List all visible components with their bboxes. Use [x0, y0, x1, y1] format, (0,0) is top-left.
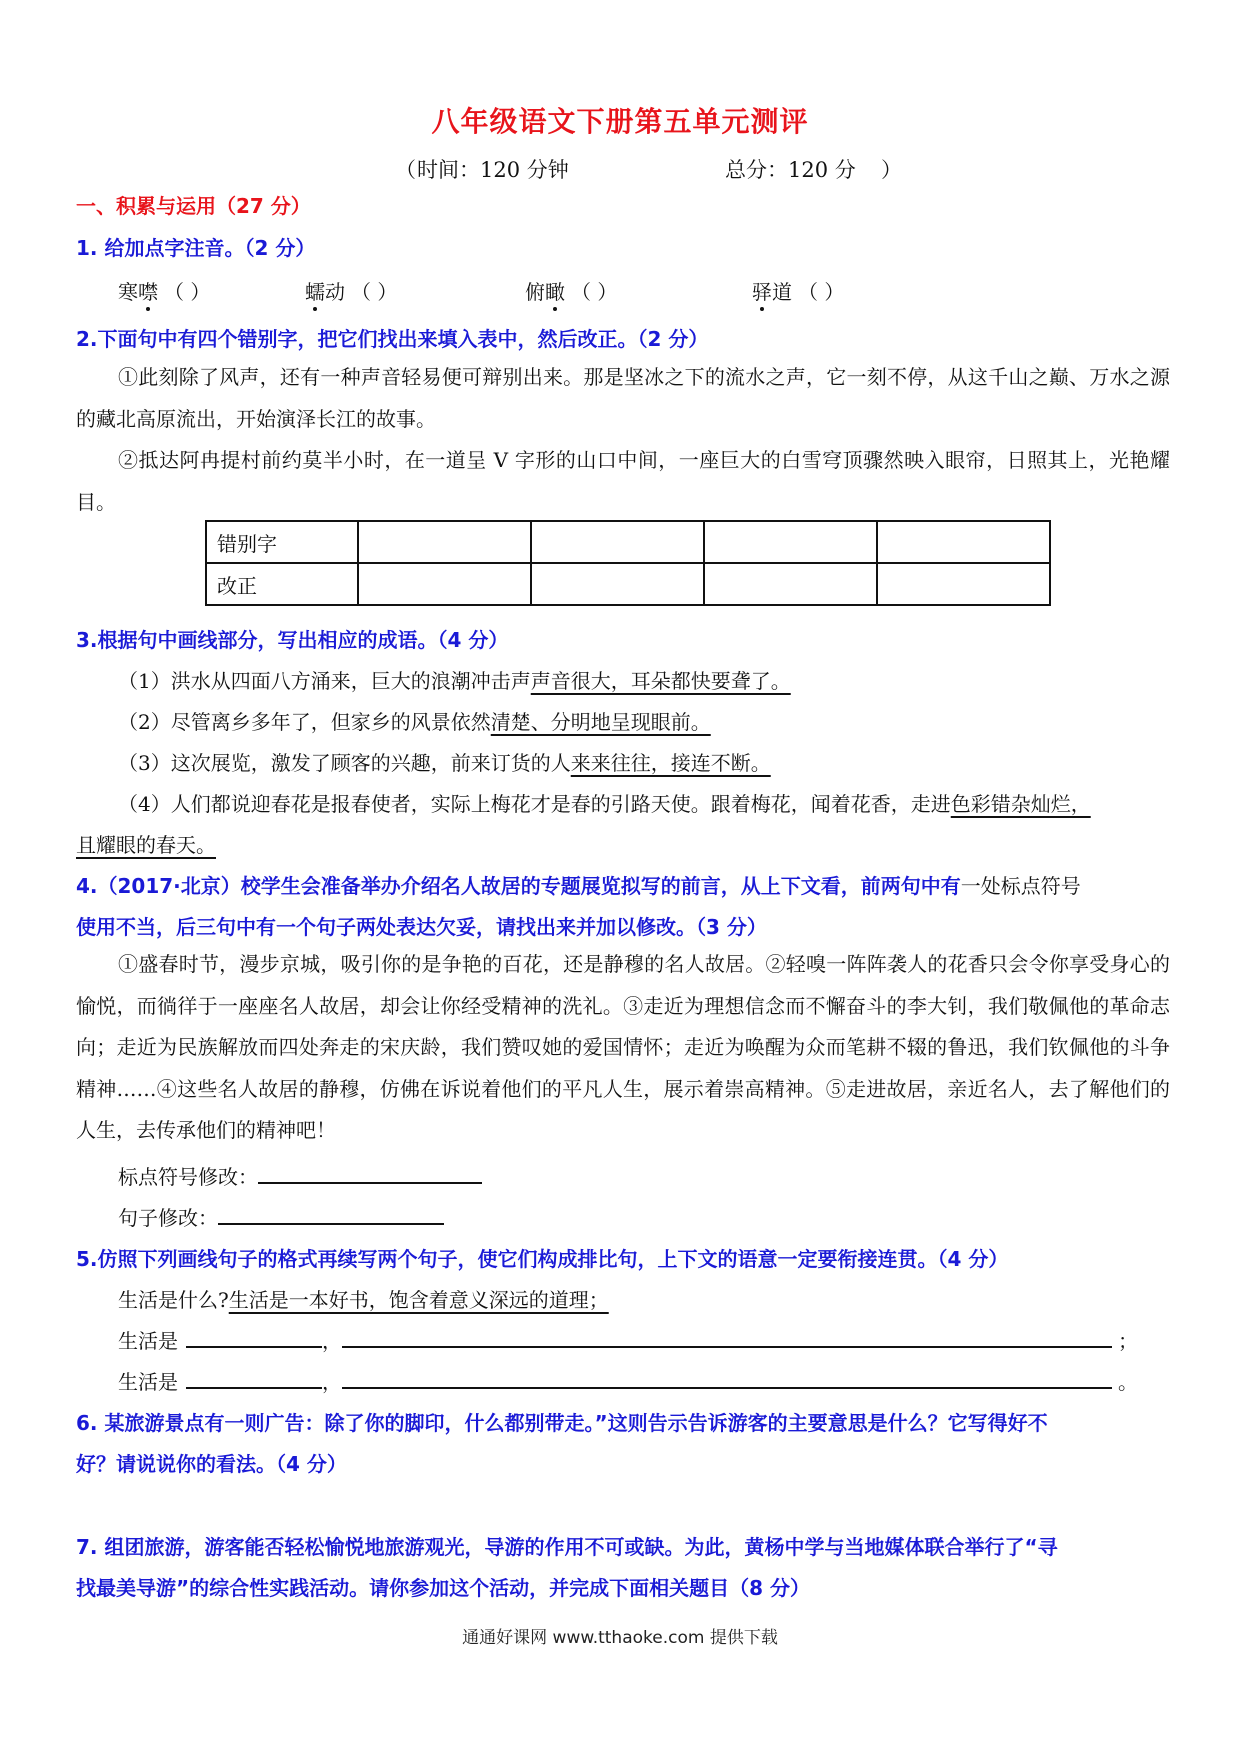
table-cell[interactable] [877, 521, 1050, 563]
correction-table [205, 520, 1051, 606]
table-cell[interactable] [877, 563, 1050, 605]
punctuation-answer-line [118, 1161, 1213, 1190]
exam-info-open-paren: （ [395, 158, 416, 182]
question-2-passage-2: ②抵达阿冉提村前约莫半小时，在一道呈 V 字形的山口中间，一座巨大的白雪穹顶骤然映入眼帘，日照其上，光艳耀目。 [76, 448, 1170, 514]
idiom-sentence-4 [118, 788, 1213, 817]
question-1-heading: 1. 给加点字注音。（2 分） [76, 236, 316, 260]
table-cell[interactable] [358, 521, 531, 563]
answer-blank[interactable] [186, 1345, 322, 1348]
pinyin-item-4 [752, 276, 844, 305]
punctuation: ， [322, 1370, 342, 1394]
underlined-text: 生活是一本好书，饱含着意义深远的道理； [228, 1288, 609, 1312]
answer-blank[interactable]: （ ） [164, 280, 211, 304]
question-6-heading-cont: 好？请说说你的看法。（4 分） [76, 1452, 347, 1476]
table-cell[interactable] [531, 521, 704, 563]
table-cell[interactable] [704, 521, 877, 563]
answer-blank[interactable]: （ ） [798, 280, 845, 304]
question-3-heading: 3.根据句中画线部分，写出相应的成语。（4 分） [76, 628, 509, 652]
pinyin-item-2 [305, 276, 397, 305]
exam-total-score: 总分：120 分 [725, 158, 856, 182]
underlined-text: 且耀眼的春天。 [76, 833, 216, 857]
exam-time: 时间：120 分钟 [417, 158, 569, 182]
dotted-char: 瞰 [545, 276, 565, 305]
question-5-heading: 5.仿照下列画线句子的格式再续写两个句子，使它们构成排比句，上下文的语意一定要衔接连贯。（4 分） [76, 1247, 1009, 1271]
question-7-heading: 7. 组团旅游，游客能否轻松愉悦地旅游观光，导游的作用不可或缺。为此，黄杨中学与当地媒体联合举行了“寻 [76, 1535, 1058, 1559]
word-text: 道 [772, 280, 792, 304]
idiom-sentence-4-cont [76, 829, 1171, 858]
fill-line-1 [118, 1325, 1213, 1354]
question-7-heading-cont: 找最美导游”的综合性实践活动。请你参加这个活动，并完成下面相关题目（8 分） [76, 1576, 811, 1600]
table-row-label: 错别字 [206, 521, 358, 563]
punctuation: 。 [1118, 1370, 1138, 1394]
punctuation: ， [322, 1329, 342, 1353]
table-row-label: 改正 [206, 563, 358, 605]
answer-blank[interactable] [258, 1181, 482, 1184]
underlined-text: 清楚、分明地呈现眼前。 [490, 710, 711, 734]
heading-text: 4.（2017·北京）校学生会准备举办介绍名人故居的专题展览拟写的前言，从上下文看，前两句中有 [76, 874, 961, 898]
table-cell[interactable] [704, 563, 877, 605]
page-title: 八年级语文下册第五单元测评 [431, 105, 809, 138]
sentence-text: 生活是什么? [118, 1288, 229, 1312]
underlined-text: 声音很大，耳朵都快要聋了。 [530, 669, 791, 693]
question-4-passage: ①盛春时节，漫步京城，吸引你的是争艳的百花，还是静穆的名人故居。②轻嗅一阵阵袭人的花香只会令你享受身心的愉悦，而徜徉于一座座名人故居，却会让你经受精神的洗礼。③走近为理想信念而不懈奋斗的李大钊，我们敬佩他的革命志向；走近为民族解放而四处奔走的宋庆龄，我们赞叹她的爱国情怀；走近为唤醒为众而笔耕不辍的鲁迅，我们钦佩他的斗争精神……④这些名人故居的静穆，仿佛在诉说着他们的平凡人生，展示着崇高精神。⑤走进故居，亲近名人，去了解他们的人生，去传承他们的精神吧！ [76, 952, 1170, 1142]
table-cell[interactable] [358, 563, 531, 605]
underlined-text: 来来往往，接连不断。 [570, 751, 771, 775]
underlined-text: 色彩错杂灿烂， [950, 792, 1091, 816]
sentence-text: （2）尽管离乡多年了，但家乡的风景依然 [118, 710, 491, 734]
question-2-passage-1: ①此刻除了风声，还有一种声音轻易便可辩别出来。那是坚冰之下的流水之声，它一刻不停，从这千山之巅、万水之源的藏北高原流出，开始演泽长江的故事。 [76, 365, 1170, 431]
sentence-answer-line [118, 1202, 1213, 1231]
answer-blank[interactable]: （ ） [571, 280, 618, 304]
answer-blank[interactable] [218, 1222, 444, 1225]
exam-info-close-paren: ） [881, 158, 902, 182]
pinyin-item-3 [525, 276, 617, 305]
fill-line-2 [118, 1366, 1213, 1395]
answer-label: 生活是 [118, 1329, 178, 1353]
exam-info [395, 154, 915, 186]
word-text: 俯 [525, 280, 545, 304]
question-4-heading-cont: 使用不当，后三句中有一个句子两处表达欠妥，请找出来并加以修改。（3 分） [76, 915, 767, 939]
sentence-text: （1）洪水从四面八方涌来，巨大的浪潮冲击声 [118, 669, 531, 693]
dotted-char: 噤 [138, 276, 158, 305]
dotted-char: 蠕 [305, 276, 325, 305]
table-row [206, 563, 1050, 605]
answer-blank[interactable] [186, 1386, 322, 1389]
question-2-heading: 2.下面句中有四个错别字，把它们找出来填入表中，然后改正。（2 分） [76, 327, 709, 351]
answer-label: 生活是 [118, 1370, 178, 1394]
idiom-sentence-1 [118, 665, 1213, 694]
question-4-heading [76, 870, 1171, 899]
answer-blank[interactable]: （ ） [351, 280, 398, 304]
table-row [206, 521, 1050, 563]
answer-blank[interactable] [342, 1345, 1112, 1348]
punctuation: ； [1118, 1329, 1138, 1353]
answer-blank[interactable] [342, 1386, 1112, 1389]
table-cell[interactable] [531, 563, 704, 605]
question-6-heading: 6. 某旅游景点有一则广告：除了你的脚印，什么都别带走。”这则告示告诉游客的主要意思是什么？它写得好不 [76, 1411, 1048, 1435]
heading-text: 一处标点符号 [960, 874, 1081, 898]
dotted-char: 驿 [752, 276, 772, 305]
example-sentence [118, 1284, 1213, 1313]
sentence-text: （3）这次展览，激发了顾客的兴趣，前来订货的人 [118, 751, 571, 775]
word-text: 寒 [118, 280, 138, 304]
word-text: 动 [325, 280, 345, 304]
sentence-text: （4）人们都说迎春花是报春使者，实际上梅花才是春的引路天使。跟着梅花，闻着花香，走进 [118, 792, 951, 816]
answer-label: 句子修改： [118, 1206, 218, 1230]
pinyin-item-1 [118, 276, 210, 305]
section-heading: 一、积累与运用（27 分） [76, 194, 311, 218]
idiom-sentence-2 [118, 706, 1213, 735]
page-footer: 通通好课网 www.tthaoke.com 提供下载 [462, 1628, 778, 1648]
idiom-sentence-3 [118, 747, 1213, 776]
answer-label: 标点符号修改： [118, 1165, 258, 1189]
